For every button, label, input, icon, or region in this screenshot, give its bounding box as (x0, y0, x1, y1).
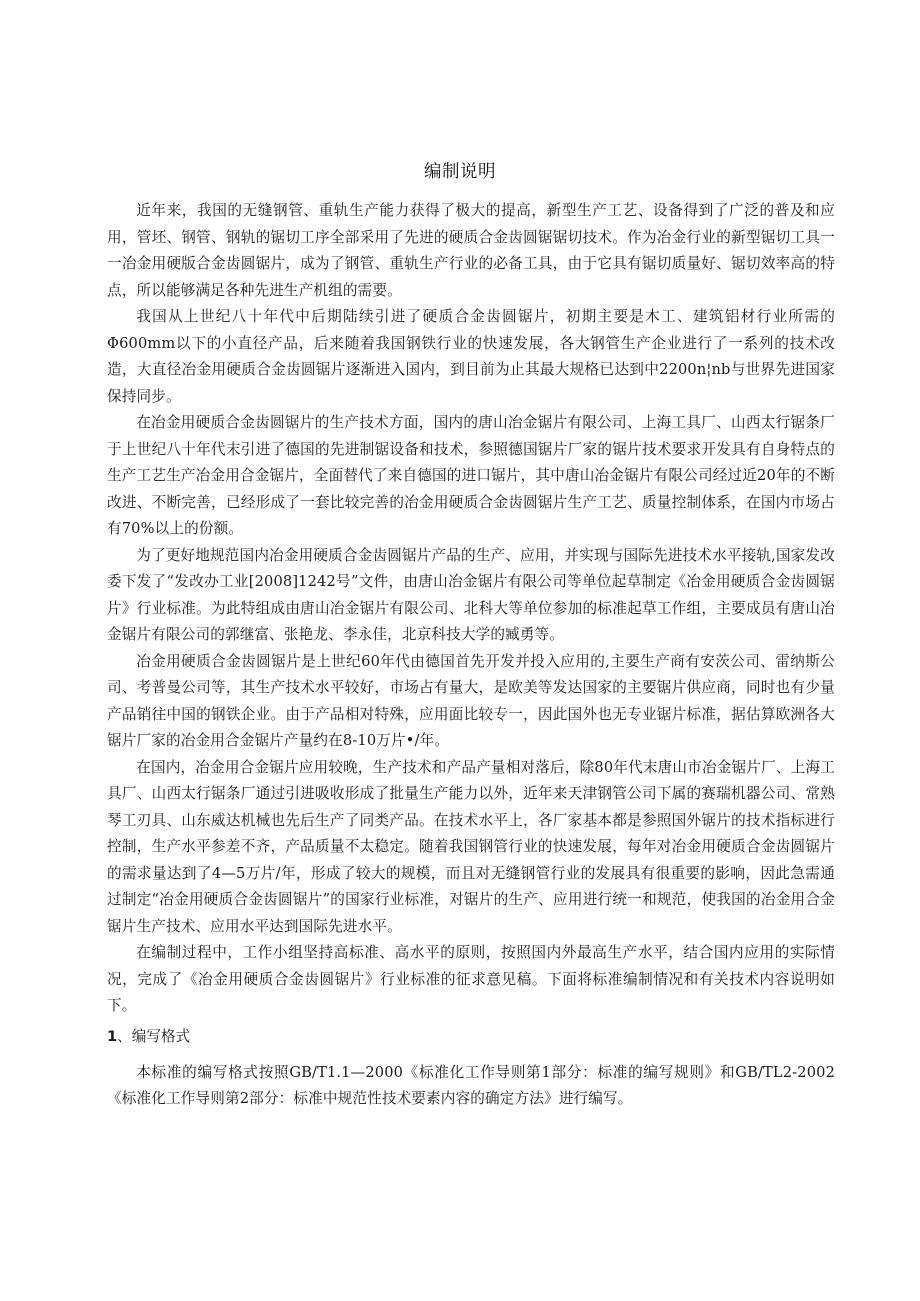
paragraph-history: 我国从上世纪八十年代中后期陆续引进了硬质合金齿圆锯片，初期主要是木工、建筑铝材行业所需的Φ600mm以下的小直径产品，后来随着我国钢铁行业的快速发展，各大钢管生产企业进行了一系列的技术改造，大直径冶金用硬质合金齿圆锯片逐渐进入国内，到目前为止其最大规格已达到中2200n¦nb与世界先进国家保持同步。 (107, 308, 835, 405)
paragraph-domestic-status: 在国内，冶金用合金锯片应用较晚，生产技术和产品产量相对落后，除80年代末唐山市冶金锯片厂、上海工具厂、山西太行锯条厂通过引进吸收形成了批量生产能力以外，近年来天津钢管公司下属的赛瑞机器公司、常熟琴工刃具、山东威达机械也先后生产了同类产品。在技术水平上，各厂家基本都是参照国外锯片的技术指标进行控制，生产水平参差不齐，产品质量不太稳定。随着我国钢管行业的快速发展，每年对冶金用硬质合金齿圆锯片的需求量达到了4—5万片/年，形成了较大的规模，而且对无缝钢管行业的发展具有很重要的影响，因此急需通过制定“冶金用硬质合金齿圆锯片”的国家行业标准，对锯片的生产、应用进行统一和规范，使我国的冶金用合金锯片生产技术、应用水平达到国际先进水平。 (107, 758, 835, 935)
section-heading-format (107, 1022, 835, 1052)
paragraph-intro: 近年来，我国的无缝钢管、重轨生产能力获得了极大的提高，新型生产工艺、设备得到了广泛的普及和应用，管坯、钢管、钢轨的锯切工序全部采用了先进的硬质合金齿圆锯锯切技术。作为冶金行业的新型锯切工具一一冶金用硬版合金齿圆锯片，成为了钢管、重轨生产行业的必备工具，由于它具有锯切质量好、锯切效率高的特点，所以能够满足各种先进生产机组的需要。 (107, 202, 835, 299)
paragraph-format: 本标准的编写格式按照GB/T1.1—2000《标准化工作导则第1部分：标准的编写规则》和GB/TL2-2002《标准化工作导则第2部分：标准中规范性技术要素内容的确定方法》进行编写。 (107, 1063, 835, 1107)
paragraph-foreign-status: 冶金用硬质合金齿圆锯片是上世纪60年代由德国首先开发并投入应用的,主要生产商有安茨公司、雷纳斯公司、考普曼公司等，其生产技术水平较好，市场占有量大，是欧美等发达国家的主要锯片供应商，同时也有少量产品销往中国的钢铁企业。由于产品相对特殊，应用面比较专一，因此国外也无专业锯片标准，据估算欧洲各大锯片厂家的冶金用合金锯片产量约在8-10万片•/年。 (107, 652, 835, 749)
paragraph-domestic-technology: 在冶金用硬质合金齿圆锯片的生产技术方面，国内的唐山冶金锯片有限公司、上海工具厂、山西太行锯条厂于上世纪八十年代末引进了德国的先进制锯设备和技术，参照德国锯片厂家的锯片技术要求开发具有自身特点的生产工艺生产冶金用合金锯片，全面替代了来自德国的进口锯片，其中唐山冶金锯片有限公司经过近20年的不断改进、不断完善，已经形成了一套比较完善的冶金用硬质合金齿圆锯片生产工艺、质量控制体系，在国内市场占有70%以上的份额。 (107, 414, 835, 537)
section-number: 1 (107, 1027, 118, 1045)
document-body (107, 198, 835, 1113)
section-title: 、编写格式 (117, 1027, 191, 1045)
paragraph-standard-drafting: 为了更好地规范国内冶金用硬质合金齿圆锯片产品的生产、应用，并实现与国际先进技术水平接轨,国家发改委下发了“发改办工业[2008]1242号”文件，由唐山冶金锯片有限公司等单位起草制定《冶金用硬质合金齿圆锯片》行业标准。为此特组成由唐山冶金锯片有限公司、北科大等单位参加的标准起草工作组，主要成员有唐山冶金锯片有限公司的郭继富、张艳龙、李永佳，北京科技大学的臧勇等。 (107, 546, 835, 643)
page-title: 编制说明 (424, 162, 496, 182)
paragraph-compilation-process: 在编制过程中，工作小组坚持高标准、高水平的原则，按照国内外最高生产水平，结合国内应用的实际情况，完成了《冶金用硬质合金齿圆锯片》行业标准的征求意见稿。下面将标准编制情况和有关技术内容说明如下。 (107, 944, 835, 1014)
